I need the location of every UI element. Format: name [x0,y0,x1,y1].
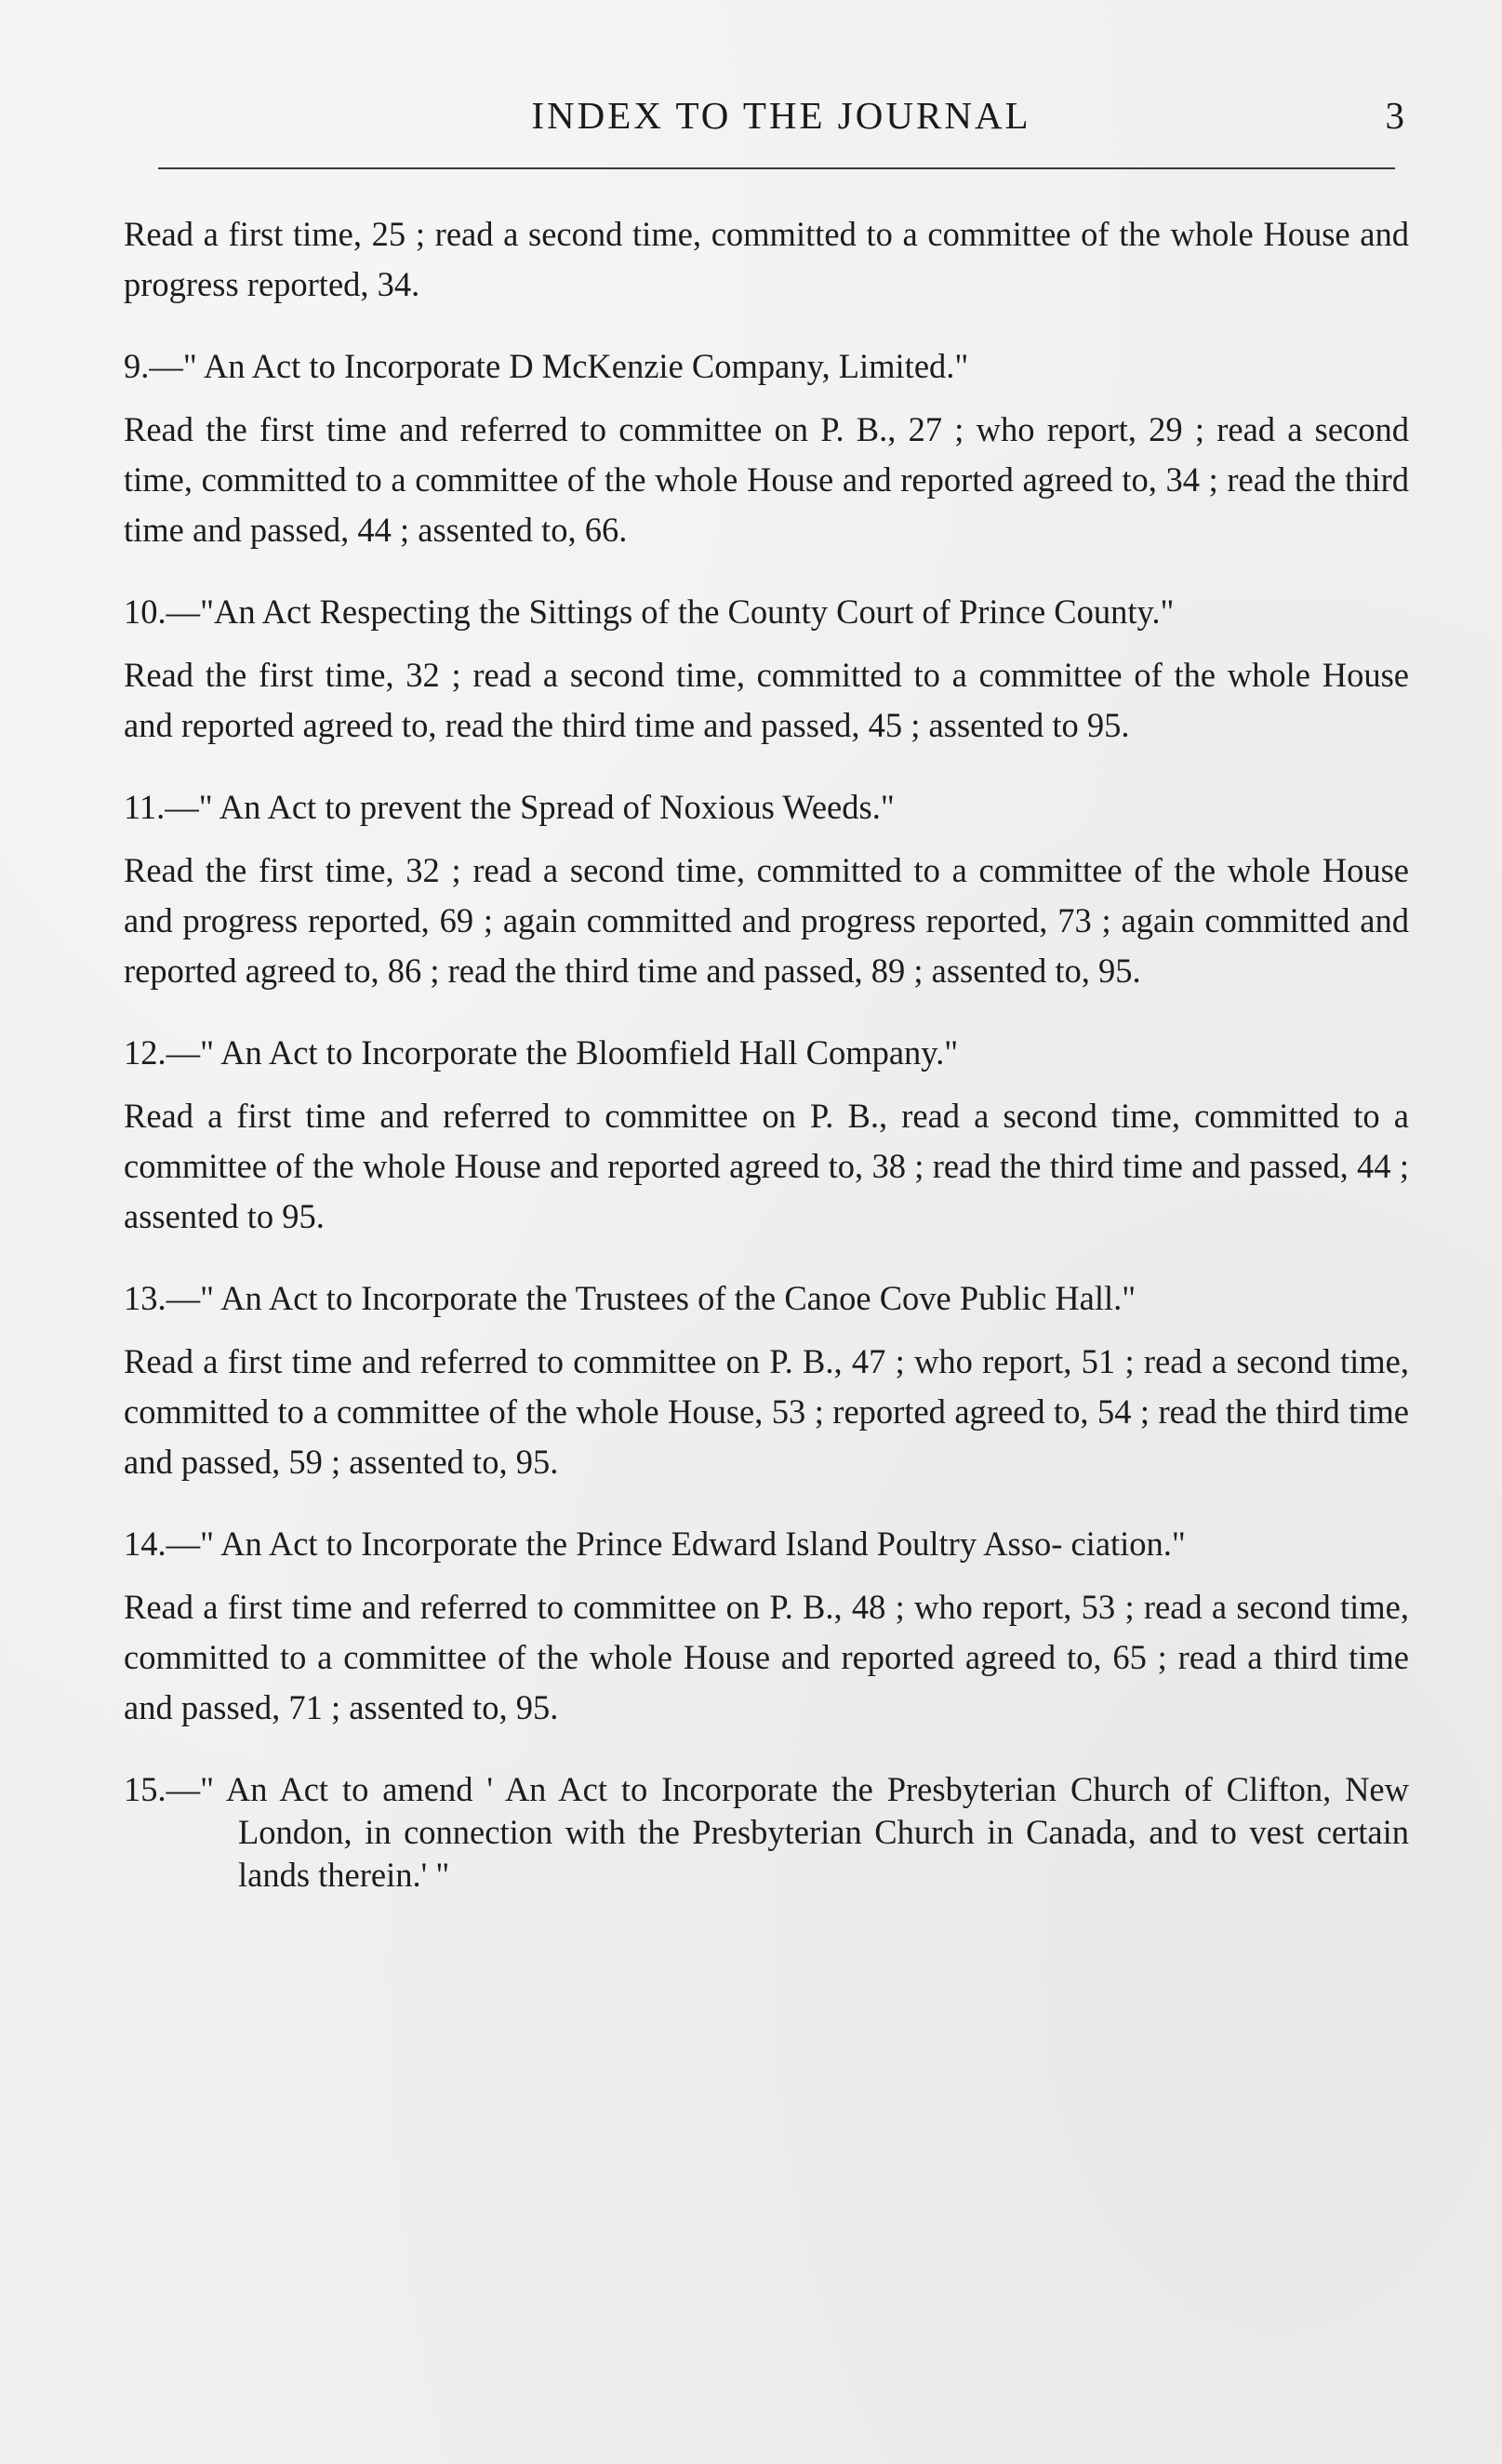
continued-entry-text: Read a first time, 25 ; read a second time, committed to a committee of the whole House and progress reported, 34. [124,215,1409,303]
entry-title-9: 9.—" An Act to Incorporate D McKenzie Company, Limited." [124,347,969,385]
entry-body-13: Read a first time and referred to committee on P. B., 47 ; who report, 51 ; read a second time, committed to a committee of the whole House, 53 ; reported agreed to, 54 ; read the third time and passed, 59 ; assented to, 95. [124,1342,1409,1481]
entry-title-12: 12.—" An Act to Incorporate the Bloomfield Hall Company." [124,1033,959,1072]
entry-body-11: Read the first time, 32 ; read a second time, committed to a committee of the whole House and progress reported, 69 ; again committed and progress reported, 73 ; again committed and reported agreed to, 86 ; read the third time and passed, 89 ; assented to, 95. [124,851,1409,990]
entry-title-14: 14.—" An Act to Incorporate the Prince Edward Island Poultry Asso- ciation." [124,1525,1186,1563]
running-title: INDEX TO THE JOURNAL [531,94,1031,137]
running-head [158,93,1404,149]
entry-body-12: Read a first time and referred to committee on P. B., read a second time, committed to a committee of the whole House and reported agreed to, 38 ; read the third time and passed, 44 ; assented to 95. [124,1097,1409,1235]
entry-title-10: 10.—"An Act Respecting the Sittings of the County Court of Prince County." [124,593,1175,631]
page-number: 3 [1385,94,1404,137]
entry-body-14: Read a first time and referred to committee on P. B., 48 ; who report, 53 ; read a second time, committed to a committee of the whole House and reported agreed to, 65 ; read a third time and passed, 71 ; assented to, 95. [124,1588,1409,1726]
entry-title-13: 13.—" An Act to Incorporate the Trustees of the Canoe Cove Public Hall." [124,1279,1136,1317]
entry-body-9: Read the first time and referred to committee on P. B., 27 ; who report, 29 ; read a second time, committed to a committee of the whole House and reported agreed to, 34 ; read the third time and passed, 44 ; assented to, 66. [124,410,1409,549]
entry-title-11: 11.—" An Act to prevent the Spread of Noxious Weeds." [124,788,895,826]
index-content [124,209,1409,1897]
entry-body-10: Read the first time, 32 ; read a second time, committed to a committee of the whole House and reported agreed to, read the third time and passed, 45 ; assented to 95. [124,656,1409,744]
header-rule [158,167,1395,169]
entry-title-15: 15.—" An Act to amend ' An Act to Incorporate the Presbyterian Church of Clifton, New London, in connection with the Presbyterian Church in Canada, and to vest certain lands therein.' " [124,1770,1409,1894]
